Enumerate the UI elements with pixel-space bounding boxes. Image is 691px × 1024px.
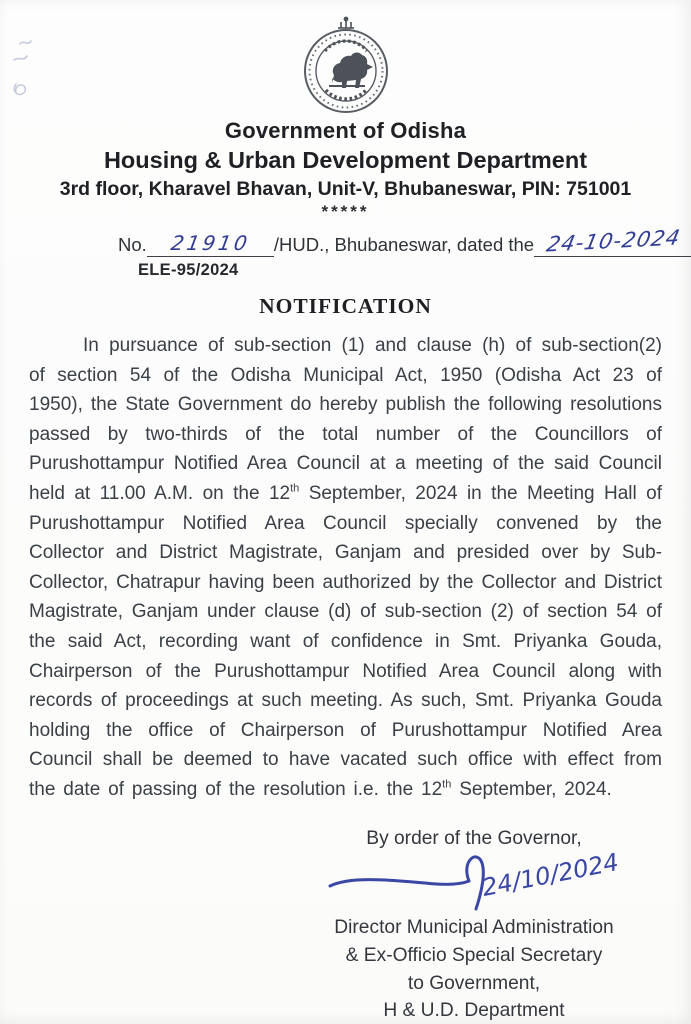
notification-body: In pursuance of sub-section (1) and clause (h) of sub-section(2) of section 54 of the Odisha Municipal Act, 1950 (Odisha Act 23 of 1950), the State Government do hereby publish the following resolutions passed by two-thirds of the total number of the Councillors of Purushottampur Notified Area Council at a meeting of the said Council held at 11.00 A.M. on the 12th September, 2024 in the Meeting Hall of Purushottampur Notified Area Council specially convened by the Collector and District Magistrate, Ganjam and presided over by Sub-Collector, Chatrapur having been authorized by the Collector and District Magistrate, Ganjam under clause (d) of sub-section (2) of section 54 of the said Act, recording want of confidence in Smt. Priyanka Gouda, Chairperson of the Purushottampur Notified Area Council along with records of proceedings at such meeting. As such, Smt. Priyanka Gouda holding the office of Chairperson of Purushottampur Notified Area Council shall be deemed to have vacated such office with effect from the date of passing of the resolution i.e. the 12th September, 2024.	[29, 335, 662, 800]
designation-line-2: & Ex-Officio Special Secretary	[345, 944, 603, 966]
by-order-line: By order of the Governor,	[366, 828, 582, 849]
reference-line	[118, 225, 691, 257]
file-reference: ELE-95/2024	[138, 261, 239, 279]
handwritten-signature-icon	[324, 848, 624, 914]
divider-stars: *****	[321, 202, 370, 221]
dated-text: /HUD., Bhubaneswar, dated the	[273, 234, 535, 255]
notification-title: NOTIFICATION	[259, 294, 432, 318]
signature-area	[283, 848, 665, 914]
department-address: 3rd floor, Kharavel Bhavan, Unit-V, Bhubaneswar, PIN: 751001	[59, 178, 632, 200]
signature-block	[283, 828, 665, 1024]
letter-date-handwritten: 24-10-2024	[543, 225, 683, 257]
department-name: Housing & Urban Development Department	[103, 147, 588, 173]
signatory-designation	[283, 914, 665, 1024]
letterhead	[0, 118, 691, 222]
government-name: Government of Odisha	[224, 118, 467, 143]
designation-line-1: Director Municipal Administration	[334, 917, 614, 938]
letter-number-handwritten: 21910	[169, 231, 252, 255]
designation-line-4: H & U.D. Department	[383, 1000, 565, 1022]
no-label: No.	[118, 234, 147, 255]
government-of-odisha-seal-icon	[285, 16, 407, 114]
designation-line-3: to Government,	[407, 972, 541, 994]
emblem-container	[0, 0, 691, 114]
signature-date: 24/10/2024	[479, 848, 621, 902]
letter-date-slot	[534, 225, 691, 257]
handwritten-corner-scribble-icon	[6, 38, 66, 118]
letter-number-slot	[147, 232, 274, 257]
